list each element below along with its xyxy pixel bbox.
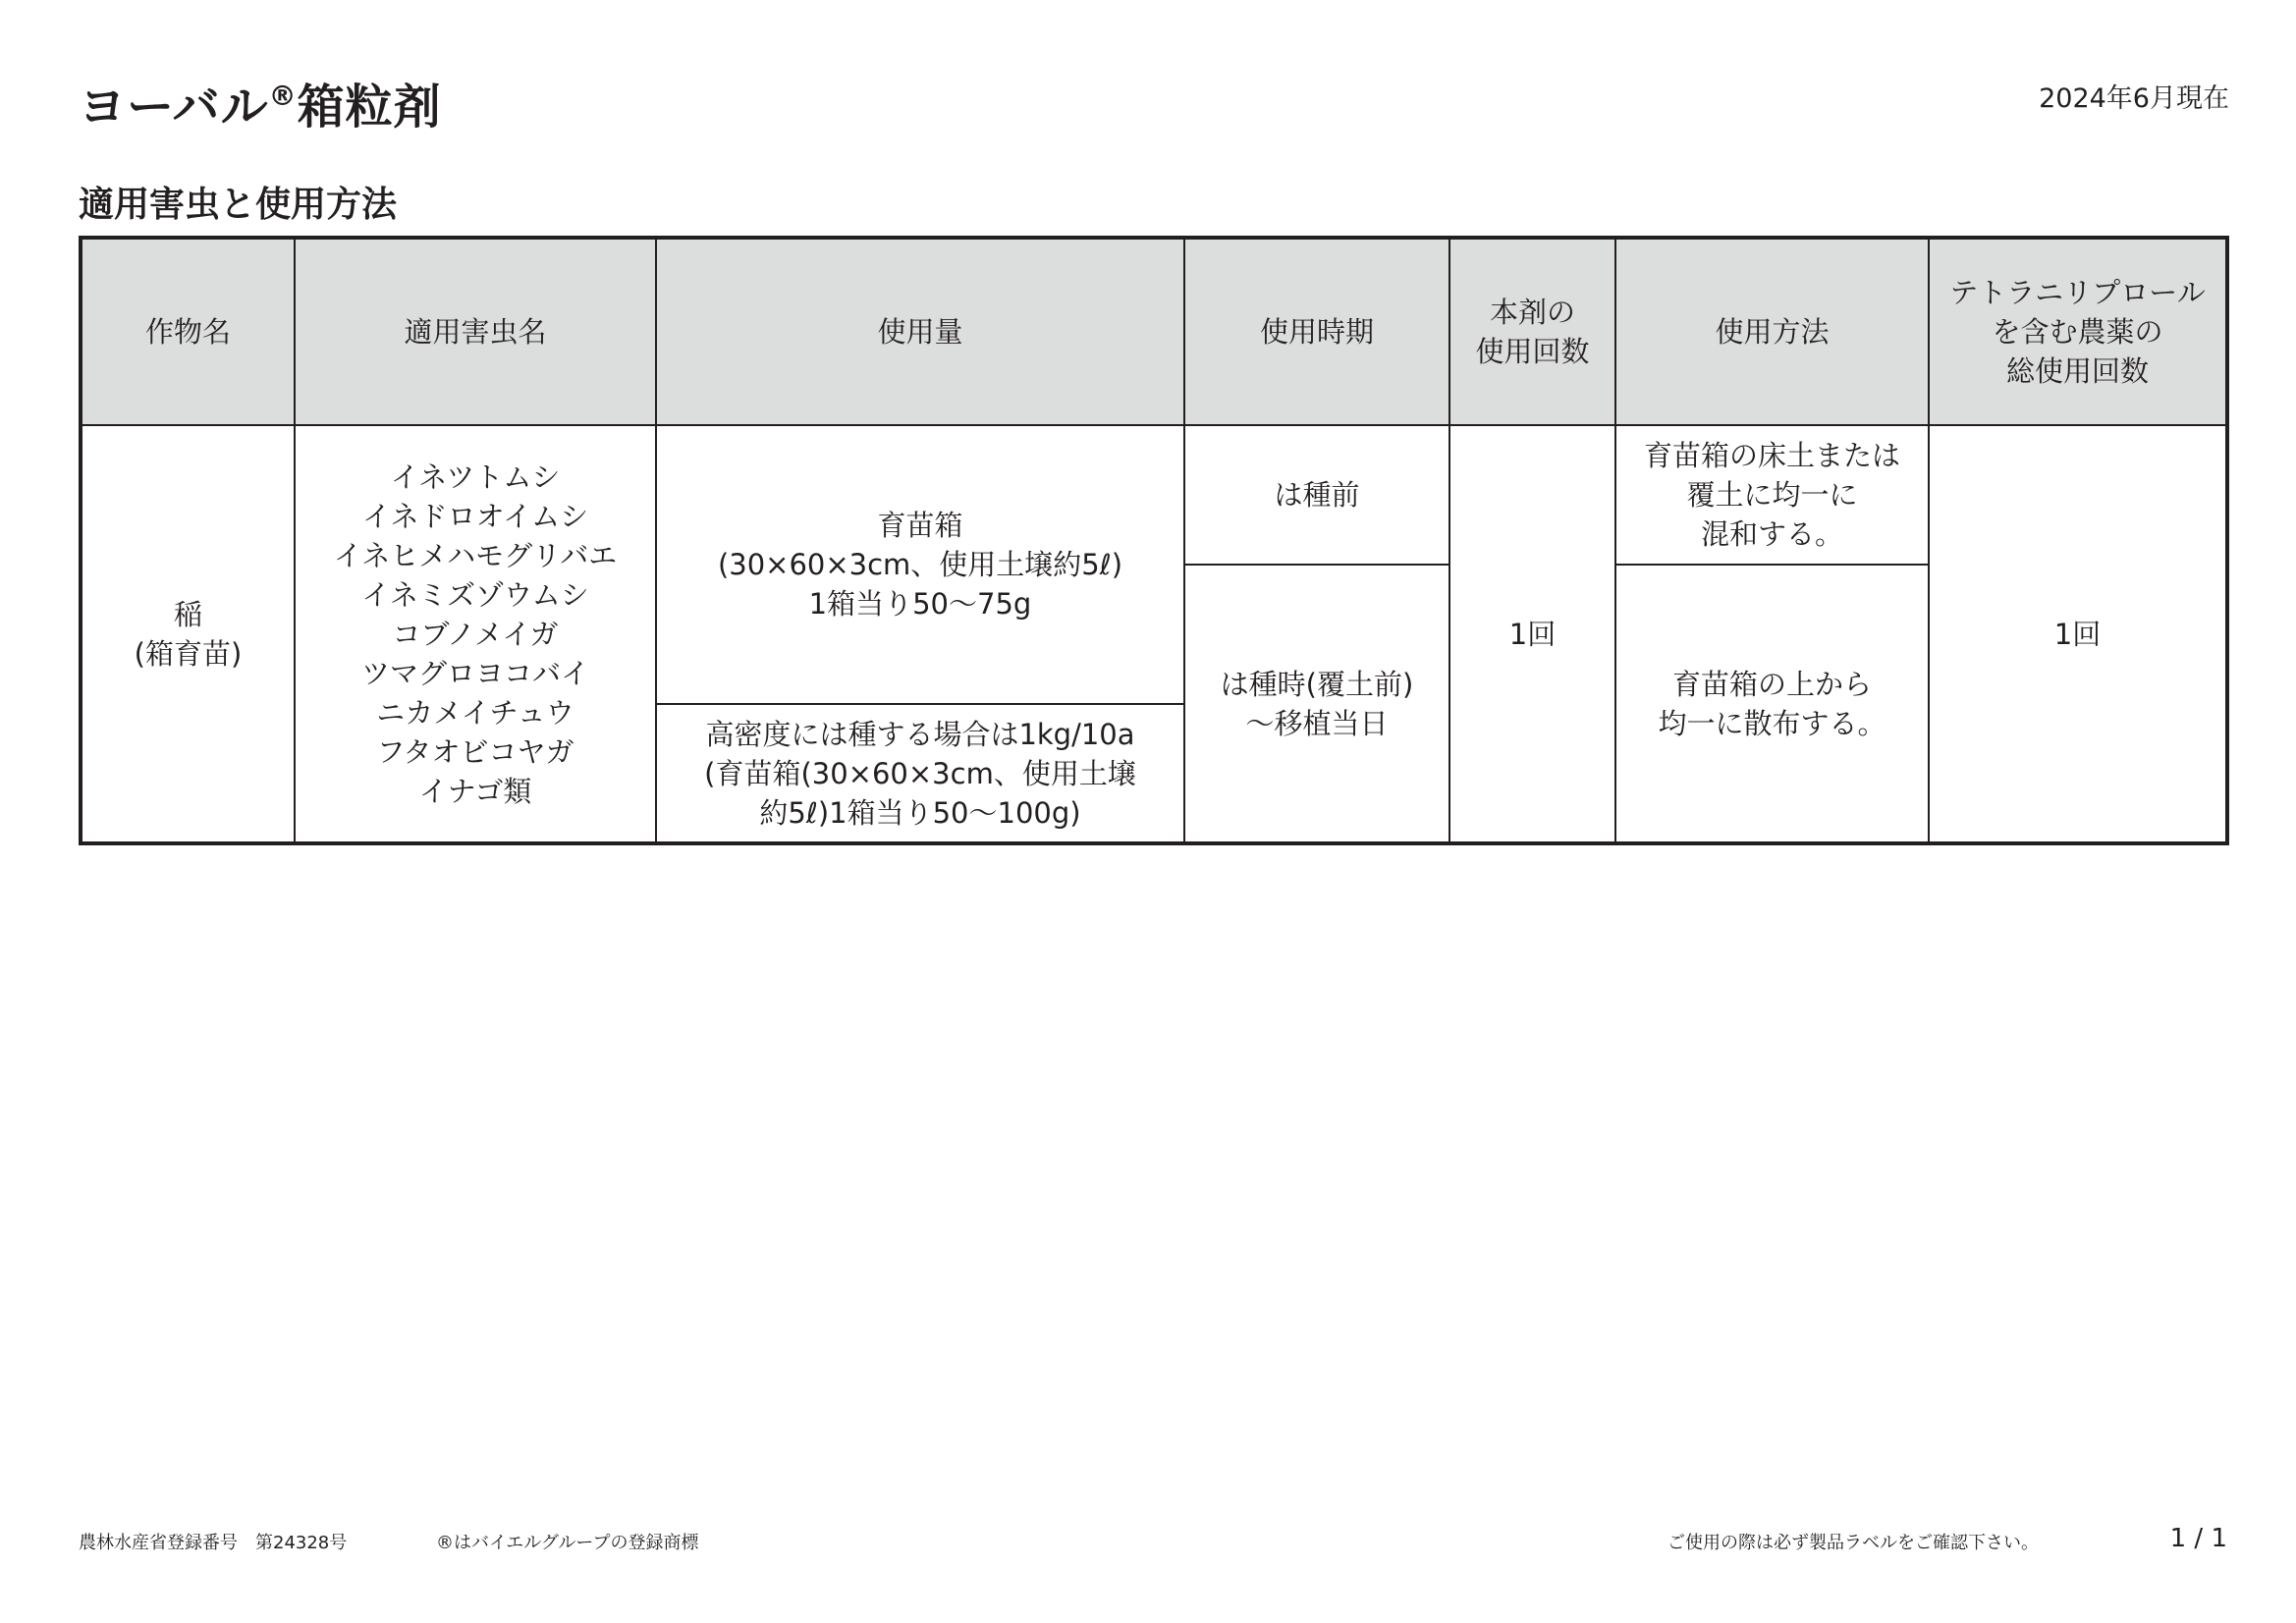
label-notice: ご使用の際は必ず製品ラベルをご確認下さい。 [1667,1533,2039,1553]
registration-number: 農林水産省登録番号 第24328号 [79,1533,348,1553]
header-pests: 適用害虫名 [295,238,656,425]
table-row [81,425,2227,565]
table-header-row [81,238,2227,425]
cell-total-count: 1回 [1929,425,2227,843]
usage-table [79,236,2229,845]
cell-amount-standard: 育苗箱 (30×60×3cm、使用土壌約5ℓ) 1箱当り50〜75g [656,425,1184,704]
cell-timing-at-sowing: は種時(覆土前) 〜移植当日 [1184,565,1449,843]
date-label: 2024年6月現在 [2039,83,2229,114]
product-name: ヨーバル [79,80,269,135]
section-title: 適用害虫と使用方法 [79,185,398,225]
header-crop: 作物名 [81,238,295,425]
cell-timing-before-sowing: は種前 [1184,425,1449,565]
header-amount: 使用量 [656,238,1184,425]
page-number: 1 / 1 [2169,1524,2227,1553]
header-count: 本剤の 使用回数 [1449,238,1615,425]
header-timing: 使用時期 [1184,238,1449,425]
cell-method-spread: 育苗箱の上から 均一に散布する。 [1615,565,1929,843]
cell-method-mix: 育苗箱の床土または 覆土に均一に 混和する。 [1615,425,1929,565]
cell-count: 1回 [1449,425,1615,843]
cell-pests: イネツトムシ イネドロオイムシ イネヒメハモグリバエ イネミズゾウムシ コブノメイガ ツマグロヨコバイ ニカメイチュウ フタオビコヤガ イナゴ類 [295,425,656,843]
product-title [79,69,442,136]
header-method: 使用方法 [1615,238,1929,425]
cell-crop: 稲 (箱育苗) [81,425,295,843]
trademark-note: ®はバイエルグループの登録商標 [436,1533,699,1553]
registered-mark: ® [268,80,298,112]
product-suffix: 箱粒剤 [297,80,442,135]
cell-amount-high-density: 高密度には種する場合は1kg/10a (育苗箱(30×60×3cm、使用土壌 約5ℓ)1箱当り50〜100g) [656,704,1184,843]
header-total-count: テトラニリプロール を含む農薬の 総使用回数 [1929,238,2227,425]
